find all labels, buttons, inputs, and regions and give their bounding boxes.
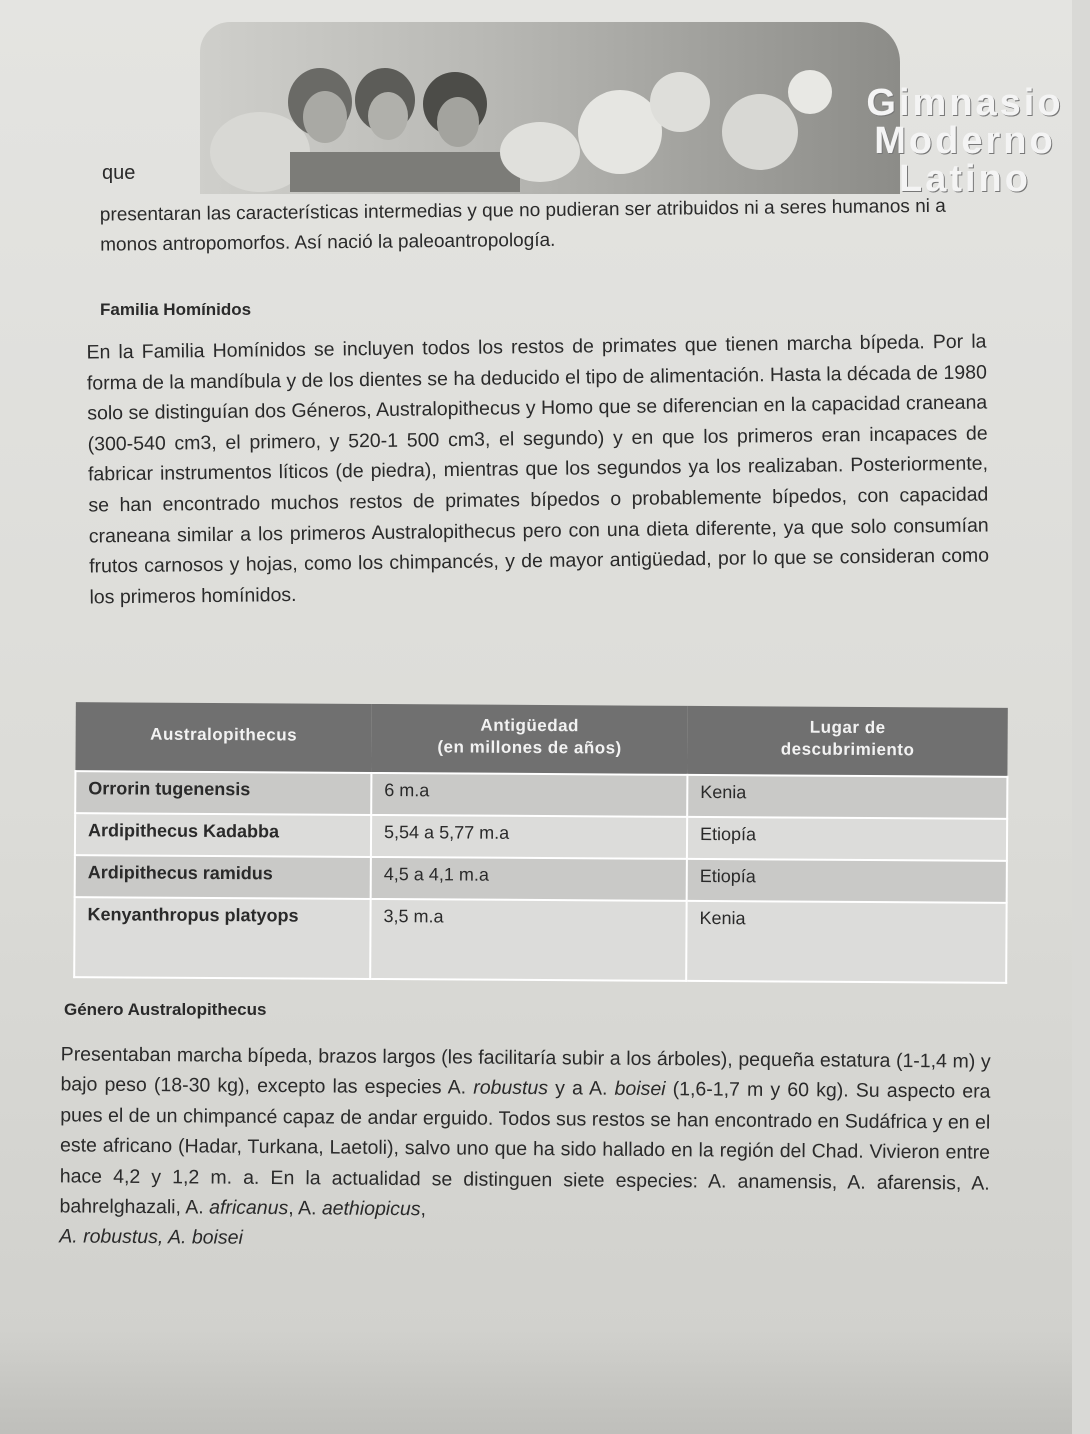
species-place: Etiopía bbox=[687, 859, 1007, 903]
table-row bbox=[75, 771, 1007, 819]
species-place: Kenia bbox=[686, 901, 1006, 983]
genus-paragraph: Presentaban marcha bípeda, brazos largos (les facilitaría subir a los árboles), pequeña estatura (1-1,4 m) y bajo peso (18-30 kg), excepto las especies A. robustus y a A. boisei (1,6-1,7 m y 60 kg). Su aspecto era pues el de un chimpancé capaz de andar erguido. Todos sus restos se han encontrado en Sudáfrica y en el este africano (Hadar, Turkana, Laetoli), salvo uno que ha sido hallado en la región del Chad. Vivieron entre hace 4,2 y 1,2 m. a. En la actualidad se distinguen siete especies: A. anamensis, A. afarensis, A. bahrelghazali, A. africanus, A. aethiopicus, A. robustus, A. boisei bbox=[59, 1043, 991, 1250]
lead-word: que bbox=[102, 162, 136, 184]
species-name: Ardipithecus ramidus bbox=[75, 855, 371, 899]
table-row bbox=[75, 813, 1007, 861]
table-row bbox=[75, 855, 1007, 903]
school-banner bbox=[200, 22, 1064, 200]
species-age: 5,54 a 5,77 m.a bbox=[371, 815, 687, 859]
genus-paragraph-tail: A. robustus, A. boisei bbox=[59, 1225, 243, 1250]
page-bottom-shadow bbox=[0, 1330, 1072, 1434]
species-place: Kenia bbox=[687, 775, 1007, 819]
hominid-table bbox=[73, 702, 1009, 984]
decorative-bubbles bbox=[560, 62, 860, 192]
species-age: 6 m.a bbox=[371, 773, 687, 817]
brand-line-1: Gimnasio bbox=[866, 82, 1064, 124]
table-row bbox=[74, 897, 1006, 983]
species-name: Orrorin tugenensis bbox=[75, 771, 371, 815]
section-title: Familia Homínidos bbox=[100, 300, 252, 319]
school-name bbox=[840, 84, 1090, 198]
species-name: Kenyanthropus platyops bbox=[74, 897, 370, 979]
species-age: 3,5 m.a bbox=[370, 899, 686, 981]
intro-paragraph: presentaran las características intermedias y que no pudieran ser atribuidos ni a seres humanos ni a monos antropomorfos. Así nació la paleoantropología. bbox=[99, 195, 946, 256]
header-lugar: Lugar de descubrimiento bbox=[687, 706, 1007, 777]
species-place: Etiopía bbox=[687, 817, 1007, 861]
header-antiguedad: Antigüedad (en millones de años) bbox=[371, 704, 687, 775]
brand-line-3: Latino bbox=[899, 158, 1031, 200]
brand-line-2: Moderno bbox=[874, 120, 1056, 162]
header-australopithecus: Australopithecus bbox=[75, 702, 371, 773]
section-paragraph: En la Familia Homínidos se incluyen todos los restos de primates que tienen marcha bípeda. Por la forma de la mandíbula y de los dientes se ha deducido el tipo de alimentación. Hasta la década de 1980 solo se distinguían dos Géneros, Australopithecus y Homo que se diferencian en la capacidad craneana (300-540 cm3, el primero, y 520-1 500 cm3, el segundo) y en que los primeros eran incapaces de fabricar instrumentos líticos (de piedra), mientras que los segundos ya los realizaban. Posteriormente, se han encontrado muchos restos de primates bípedos o probablemente bípedos, con capacidad craneana similar a los primeros Australopithecus pero con una dieta diferente, ya que solo consumían frutos carnosos y hojas, como los chimpancés, y de mayor antigüedad, por lo que se consideran como los primeros homínidos. bbox=[86, 330, 990, 609]
students-photo bbox=[210, 42, 590, 192]
genus-title: Género Australopithecus bbox=[64, 1000, 267, 1019]
species-name: Ardipithecus Kadabba bbox=[75, 813, 371, 857]
species-age: 4,5 a 4,1 m.a bbox=[371, 857, 687, 901]
